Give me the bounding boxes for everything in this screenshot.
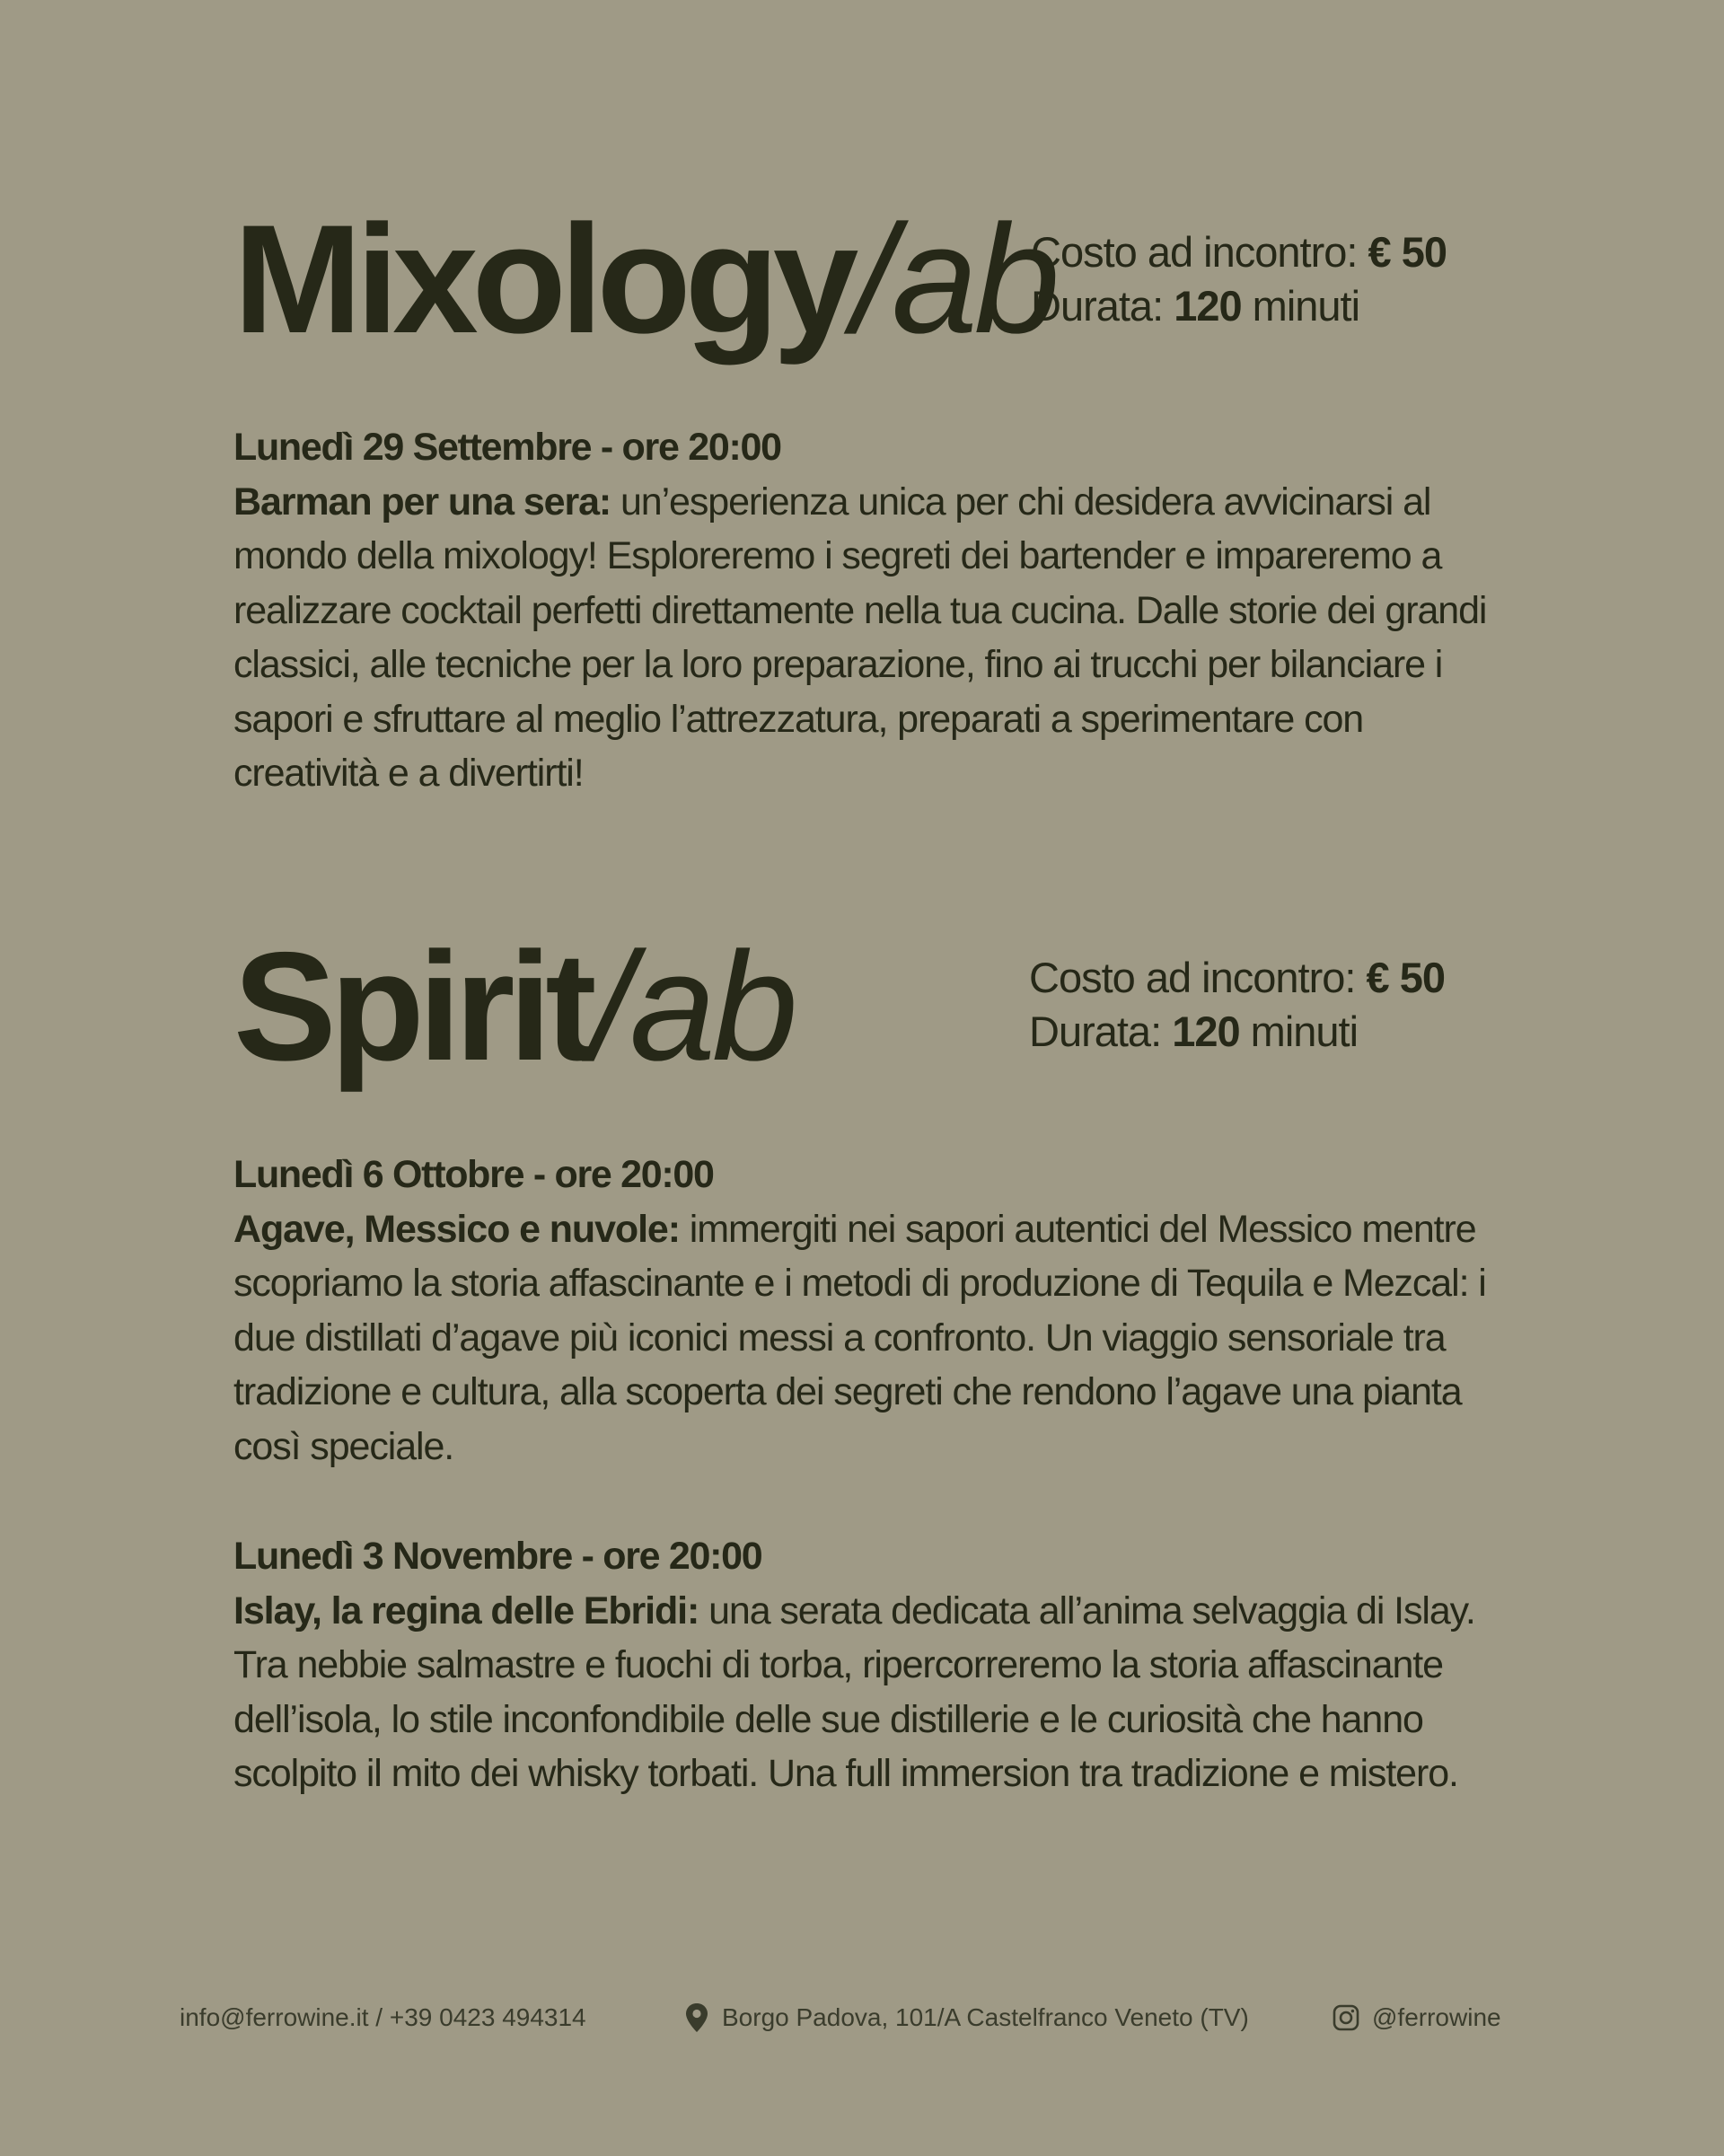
event-date: Lunedì 29 Settembre - ore 20:00 (233, 426, 781, 469)
location-pin-icon (684, 2002, 722, 2033)
mixology-brand (233, 193, 1057, 365)
spirit-cost-value: € 50 (1366, 954, 1445, 1001)
mixology-cost-label: Costo ad incontro: (1031, 228, 1368, 276)
event-description: immergiti nei sapori autentici del Messico mentre scopriamo la storia affascinante e i metodi di produzione di Tequila e Mezcal: i due distillati d’agave più iconici messi a confronto. Un viaggio sensoriale tra tradizione e cultura, alla scoperta dei segreti che rendono l’agave una pianta così speciale. (233, 1207, 1486, 1468)
spirit-duration (1029, 1005, 1445, 1059)
mixology-event-1 (233, 420, 1508, 801)
spirit-brand-slash: /ab (590, 920, 795, 1093)
spirit-section (233, 920, 1508, 1863)
spirit-brand-main: Spirit (233, 920, 591, 1093)
spirit-info (1029, 951, 1445, 1059)
mixology-brand-slash: /ab (852, 193, 1057, 365)
instagram-icon[interactable] (1333, 2004, 1372, 2031)
spirit-event-1 (233, 1148, 1508, 1474)
mixology-duration-unit: minuti (1241, 282, 1360, 330)
spirit-event-2 (233, 1529, 1508, 1801)
spirit-brand (233, 920, 795, 1093)
spirit-duration-label: Durata: (1029, 1008, 1173, 1055)
footer-address-text[interactable]: Borgo Padova, 101/A Castelfranco Veneto (TV) (722, 2003, 1249, 2031)
footer-instagram-text[interactable]: @ferrowine (1372, 2003, 1501, 2031)
event-title: Agave, Messico e nuvole: (233, 1207, 680, 1251)
footer-address[interactable] (684, 1995, 1249, 2040)
mixology-duration-value: 120 (1174, 282, 1242, 330)
event-date: Lunedì 3 Novembre - ore 20:00 (233, 1535, 762, 1578)
event-description: un’esperienza unica per chi desidera avvicinarsi al mondo della mixology! Esploreremo i segreti dei bartender e impareremo a realizzare cocktail perfetti direttamente nella tua cucina. Dalle storie dei grandi classici, alle tecniche per la loro preparazione, fino ai trucchi per bilanciare i sapori e sfruttare al meglio l’attrezzatura, preparati a sperimentare con creatività e a divertirti! (233, 480, 1487, 795)
mixology-section (233, 193, 1508, 813)
mixology-cost (1031, 225, 1447, 279)
event-title: Islay, la regina delle Ebridi: (233, 1588, 699, 1632)
spirit-duration-unit: minuti (1239, 1008, 1359, 1055)
event-date: Lunedì 6 Ottobre - ore 20:00 (233, 1153, 714, 1196)
mixology-duration-label: Durata: (1031, 282, 1174, 330)
mixology-info (1031, 225, 1447, 333)
footer-contact[interactable] (180, 1995, 586, 2040)
footer-contact-text[interactable]: info@ferrowine.it / +39 0423 494314 (180, 2003, 586, 2031)
spirit-cost (1029, 951, 1445, 1005)
event-title: Barman per una sera: (233, 480, 611, 524)
mixology-cost-value: € 50 (1368, 228, 1447, 276)
footer-instagram[interactable] (1333, 1995, 1501, 2040)
spirit-duration-value: 120 (1172, 1008, 1240, 1055)
event-description: una serata dedicata all’anima selvaggia di Islay. Tra nebbie salmastre e fuochi di torba, ripercorreremo la storia affascinante dell’isola, lo stile inconfondibile delle sue distillerie e le curiosità che hanno scolpito il mito dei whisky torbati. Una full immersion tra tradizione e mistero. (233, 1588, 1475, 1795)
footer (0, 1995, 1724, 2040)
spirit-cost-label: Costo ad incontro: (1029, 954, 1367, 1001)
mixology-duration (1031, 279, 1447, 333)
mixology-brand-main: Mixology (233, 193, 853, 365)
